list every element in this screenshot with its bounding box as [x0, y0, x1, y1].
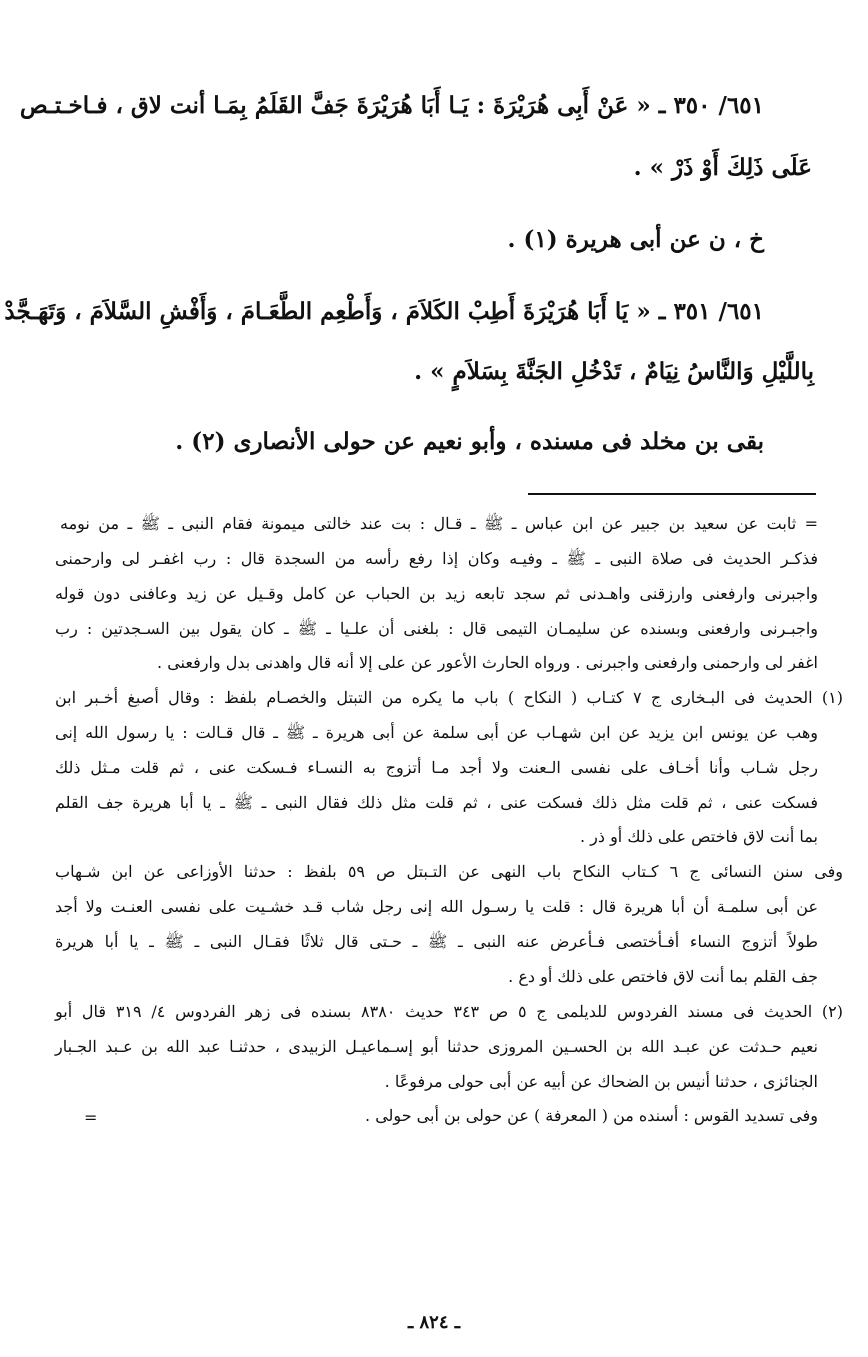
footnote-line: اغفر لى وارحمنى وارفعنى واجبرنى . ورواه الحارث الأعور عن على إلا أنه قال واهدنى بدل وارفعنى . — [157, 653, 818, 672]
footnote-2-line: نعيم حـدثت عن عبـد الله بن الحسـين المروزى حدثنا أبو إسـماعيـل الزبيدى ، حدثنـا عبد الله بن عـبد الجـبار — [55, 1037, 818, 1056]
footnote-2-line: (٢) الحديث فى مسند الفردوس للديلمى ج ٥ ص ٣٤٣ حديث ٨٣٨٠ بسنده فى زهر الفردوس ٤/ ٣١٩ قال أبو — [55, 1002, 844, 1021]
footnote-1-line: رجل شـاب وأنا أخـاف على نفسى الـعنت ولا أجد مـا أتزوج به النسـاء فـسكت عنى ، ثم قلت مـثل ذلك — [55, 758, 819, 777]
hadith-351-line-1: ٦٥١/ ٣٥١ ـ « يَا أَبَا هُرَيْرَةَ أَطِبْ الكَلاَمَ ، وَأَطْعِم الطَّعَـامَ ، وَأَفْشِ السَّلاَمَ ، وَتَهَـجَّدْ — [4, 298, 764, 325]
page-number: ـ ٨٢٤ ـ — [407, 1312, 461, 1333]
footnote-line: = ثابت عن سعيد بن جبير عن ابن عباس ـ ﷺ ـ قـال : بت عند خالتى ميمونة فقام النبى ـ ﷺ ـ من نومه — [60, 514, 818, 533]
footnote-line: واجبرنى وارفعنى وارزقنى واهـدنى ثم سجد تابعه زيد بن الحباب عن كامل وقـيل عن زيد وعافنى دون قوله — [55, 584, 818, 603]
footnote-1-line: طولاً أتزوج النساء أفـأختصى فـأعرض عنه النبى ـ ﷺ ـ حـتى قال ثلاثًا فقـال النبى ـ ﷺ ـ يا أبا هريرة — [55, 932, 818, 951]
footnote-1-line: وهب عن يونس ابن يزيد عن ابن شهـاب عن أبى سلمة عن أبى هريرة ـ ﷺ ـ قال قـالت : يا رسول الله إنى — [55, 723, 818, 742]
footnote-1-line: عن أبى سلمـة أن أبا هريرة قال : قلت يا رسـول الله إنى رجل شاب قـد خشـيت على نفسى العنـت ولا أجد — [55, 897, 818, 916]
hadith-351-source: بقى بن مخلد فى مسنده ، وأبو نعيم عن حولى الأنصارى (٢) . — [175, 428, 764, 455]
footnote-1-line: (١) الحديث فى البـخارى ج ٧ كتـاب ( النكاح ) باب ما يكره من التبتل والخصـام بلفظ : وقال أصبغ أخـبر ابن — [55, 688, 844, 707]
footnote-1-line: فسكت عنى ، ثم قلت مثل ذلك فسكت عنى ، ثم قلت مثل ذلك فقال النبى ـ ﷺ ـ يا أبا هريرة جف القلم — [55, 793, 818, 812]
footnote-2-line: وفى تسديد القوس : أسنده من ( المعرفة ) عن حولى بن أبى حولى . — [365, 1106, 818, 1125]
footnote-separator — [528, 493, 816, 495]
footnote-1-line: وفى سنن النسائى ج ٦ كـتاب النكاح باب النهى عن التـبتل ص ٥٩ بلفظ : حدثنا الأوزاعى عن ابن شـهاب — [55, 862, 844, 881]
hadith-350-line-1: ٦٥١/ ٣٥٠ ـ « عَنْ أَبِى هُرَيْرَةَ : يَـا أَبَا هُرَيْرَةَ جَفَّ القَلَمُ بِمَـا أنت لاق ، فـاخـتـص — [19, 92, 764, 119]
footnote-1-line: جف القلم بما أنت لاق فاختص على ذلك أو دع . — [508, 967, 818, 986]
continuation-marker: = — [84, 1108, 98, 1127]
hadith-351-line-2: بِاللَّيْلِ وَالنَّاسُ نِيَامٌ ، تَدْخُلِ الجَنَّةَ بِسَلاَمٍ » . — [414, 358, 814, 385]
footnote-line: فذكـر الحديث فى صلاة النبى ـ ﷺ ـ وفيـه وكان إذا رفع رأسه من السجدة قال : رب اغفـر لى وارحمنى — [55, 549, 818, 568]
hadith-350-source: خ ، ن عن أبى هريرة (١) . — [507, 226, 764, 253]
footnote-line: واجبـرنى وارفعنى وبسنده عن سليمـان التيمى قال : بلغنى أن علـيا ـ ﷺ ـ كان يقول بين السـجدتين : رب — [55, 619, 819, 638]
hadith-350-line-2: عَلَى ذَلِكَ أَوْ ذَرْ » . — [633, 154, 812, 181]
footnote-2-line: الجنائزى ، حدثنا أنيس بن الضحاك عن أبيه عن أبى حولى مرفوعًا . — [384, 1072, 818, 1091]
footnote-1-line: بما أنت لاق فاختص على ذلك أو ذر . — [579, 827, 818, 846]
